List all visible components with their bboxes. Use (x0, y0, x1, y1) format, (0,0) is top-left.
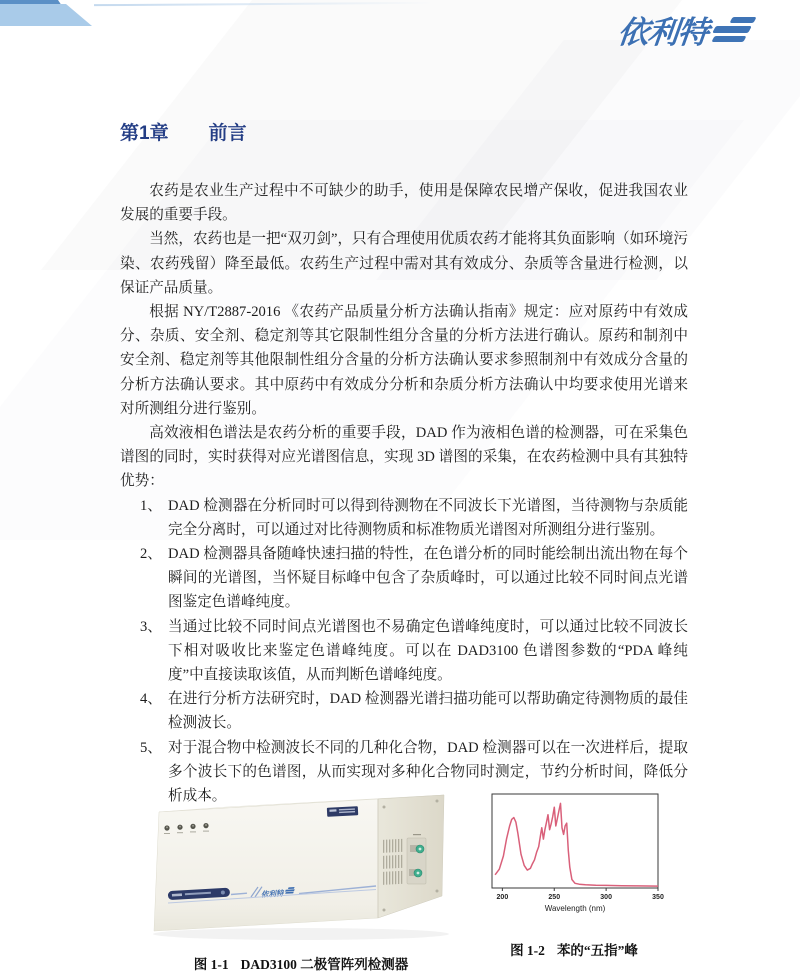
list-item-number: 4、 (140, 691, 162, 708)
paragraph: 根据 NY/T2887-2016 《农药产品质量分析方法确认指南》规定：应对原药中有效成分、杂质、安全剂、稳定剂等其它限制性组分含量的分析方法进行确认。原药和制剂中安全剂、稳定剂等其他限制性组分含量的分析方法确认要求参照制剂中有效成分含量的分析方法确认要求。其中原药中有效成分分析和杂质分析方法确认中均要求使用光谱来对所测组分进行鉴别。 (120, 304, 688, 417)
list-item-number: 1、 (140, 497, 162, 514)
brand-logo (615, 7, 750, 52)
figure-dad3100-photo (140, 790, 462, 973)
x-axis-tick-label: 350 (652, 894, 664, 901)
list-item-text: 当通过比较不同时间点光谱图也不易确定色谱峰纯度时，可以通过比较不同波长下相对吸收比来鉴定色谱峰纯度。可以在 DAD3100 色谱图参数的“PDA 峰纯度”中直接读取该值，从而判断色谱峰纯度。 (168, 618, 688, 684)
list-item-text: 对于混合物中检测波长不同的几种化合物，DAD 检测器可以在一次进样后，提取多个波长下的色谱图，从而实现对多种化合物同时测定，节约分析时间，降低分析成本。 (168, 739, 688, 805)
advantage-list (120, 494, 688, 809)
paragraph: 农药是农业生产过程中不可缺少的助手，使用是保障农民增产保收，促进我国农业发展的重要手段。 (120, 183, 688, 224)
list-item (120, 687, 688, 735)
list-item (120, 494, 688, 542)
list-item-number: 5、 (140, 739, 162, 756)
body-text (120, 179, 688, 808)
dad3100-instrument-image (145, 790, 457, 942)
figure-benzene-spectrum (476, 788, 672, 959)
chapter-heading (120, 118, 688, 145)
x-axis-tick-label: 250 (548, 894, 561, 901)
x-axis-tick-label: 200 (496, 894, 509, 901)
device-flowcell-plate (407, 834, 426, 884)
device-brand-badge (327, 806, 358, 817)
corner-decoration-light (0, 4, 92, 26)
paragraph: 高效液相色谱法是农药分析的重要手段，DAD 作为液相色谱的检测器，可在采集色谱图的同时，实时获得对应光谱图信息，实现 3D 谱图的采集，在农药检测中具有其独特优势： (120, 425, 688, 490)
device-logo-text: 依利特 (260, 888, 284, 899)
page-content (120, 118, 688, 808)
list-item (120, 542, 688, 615)
list-item-text: DAD 检测器具备随峰快速扫描的特性，在色谱分析的同时能绘制出流出物在每个瞬间的光谱图，当怀疑目标峰中包含了杂质峰时，可以通过比较不同时间点光谱图鉴定色谱峰纯度。 (168, 546, 688, 611)
list-item-text: 在进行分析方法研究时，DAD 检测器光谱扫描功能可以帮助确定待测物质的最佳检测波长。 (168, 691, 688, 732)
chapter-number: 第1章 (120, 123, 169, 144)
figure1-caption: 图 1-1 DAD3100 二极管阵列检测器 (193, 957, 409, 972)
chapter-title: 前言 (208, 123, 247, 144)
corner-decoration-line (94, 2, 434, 6)
brand-swoosh-icon (707, 17, 756, 42)
list-item-number: 2、 (140, 546, 162, 563)
device-front-face (154, 799, 378, 931)
x-axis-label: Wavelength (nm) (544, 904, 606, 913)
plot-frame (492, 794, 658, 888)
benzene-spectrum-chart (476, 788, 672, 918)
brand-logo-text: 依利特 (615, 15, 710, 50)
x-axis-tick-label: 300 (600, 894, 612, 901)
list-item-text: DAD 检测器在分析同时可以得到待测物在不同波长下光谱图，当待测物与杂质能完全分离时，可以通过对比待测物质和标准物质光谱图对所测组分进行鉴别。 (168, 497, 688, 538)
paragraph: 当然，农药也是一把“双刃剑”，只有合理使用优质农药才能将其负面影响（如环境污染、农药残留）降至最低。农药生产过程中需对其有效成分、杂质等含量进行检测，以保证产品质量。 (120, 231, 688, 296)
figure2-caption: 图 1-2 苯的“五指”峰 (510, 943, 638, 958)
list-item-number: 3、 (140, 618, 162, 635)
list-item (120, 615, 688, 688)
